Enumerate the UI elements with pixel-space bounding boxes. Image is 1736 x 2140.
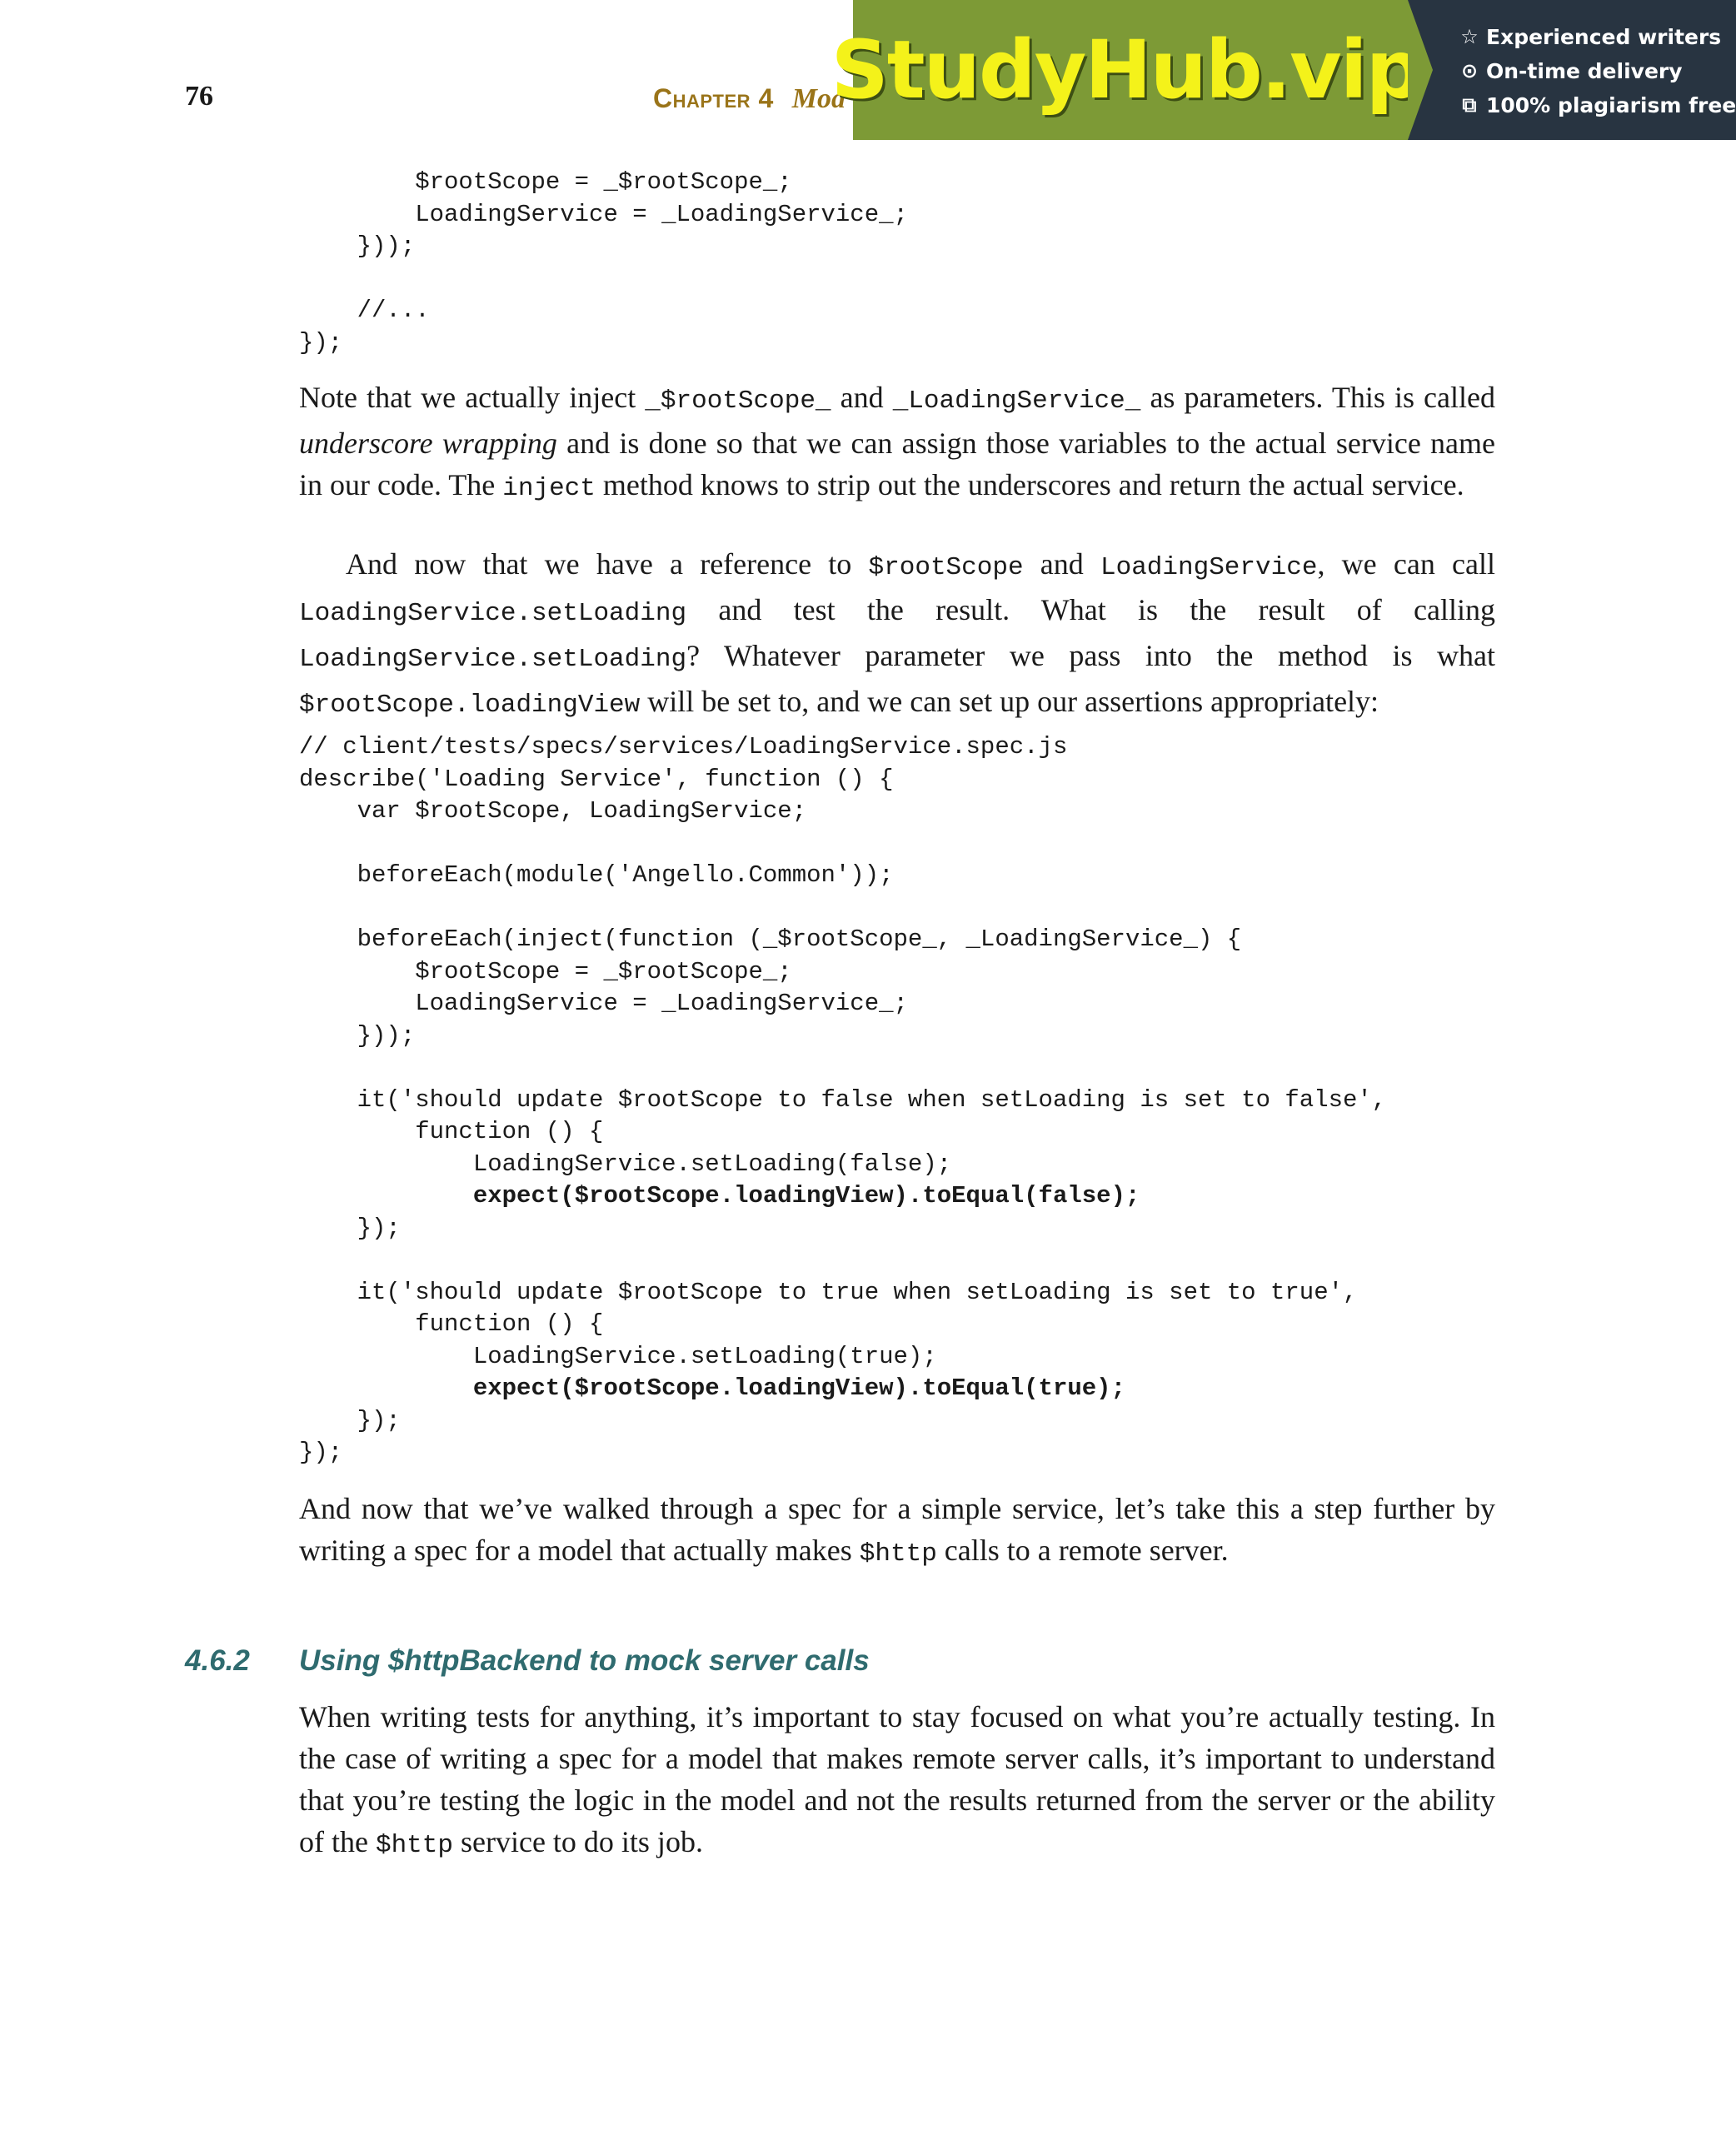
brand-panel [831,0,1422,140]
body-paragraph: Note that we actually inject _$rootScope_ and _LoadingService_ as parameters. This is called underscore wrapping and is done so that we can assign those variables to the actual service name in our code. The inject method knows to strip out the underscores and return the actual service. [299,381,1496,503]
watermark-banner[interactable] [831,0,1736,140]
running-head [653,78,846,120]
code-line: }); [299,1214,401,1242]
code-line: it('should update $rootScope to false when setLoading is set to false', [299,1085,1387,1114]
inline-code: LoadingService.setLoading [299,599,687,628]
copy-icon: ⧉ [1462,93,1477,117]
code-line: function () { [299,1310,604,1338]
inline-code: $rootScope [868,553,1024,582]
inline-code: $http [859,1539,937,1569]
body-paragraph: And now that we’ve walked through a spec for a simple service, let’s take this a step further by writing a spec for a model that actually makes $http calls to a remote server. [299,1492,1495,1569]
code-line: $rootScope = _$rootScope_; [299,168,792,196]
code-line: }); [299,1406,401,1434]
feature-item [1458,90,1736,121]
code-line: //... [299,297,430,324]
section-heading [185,1641,870,1681]
paragraph-1 [299,377,1495,510]
code-line: var $rootScope, LoadingService; [299,797,807,825]
code-line: LoadingService.setLoading(false); [299,1150,952,1178]
code-line: }); [299,328,343,357]
chapter-label: Chapter 4 [653,83,774,113]
section-number: 4.6.2 [185,1644,250,1677]
star-icon: ☆ [1460,25,1479,48]
code-line: describe('Loading Service', function () { [299,765,894,793]
inline-code: $rootScope.loadingView [299,691,641,720]
code-line: $rootScope = _$rootScope_; [299,957,792,985]
feature-item [1458,56,1736,87]
body-paragraph: And now that we have a reference to $rootScope and LoadingService, we can call LoadingService.setLoading and test the result. What is the result of calling LoadingService.setLoading? Whatever parameter we pass into the method is what $rootScope.loadingView will be set to, and we can set up our assertions appropriately: [299,547,1495,720]
code-line: it('should update $rootScope to true when setLoading is set to true', [299,1278,1358,1306]
code-listing [299,731,1495,1469]
feature-item [1458,22,1736,52]
paragraph-3 [299,1488,1495,1575]
emphasis: underscore wrapping [299,427,557,460]
feature-text: Experienced writers [1486,25,1722,49]
code-line: })); [299,232,416,260]
feature-text: On-time delivery [1486,59,1683,83]
inline-code: LoadingService.setLoading [299,645,687,674]
brand-logo: StudyHub.vip [831,23,1422,117]
code-block-1 [299,167,1495,359]
code-line: // client/tests/specs/services/LoadingService.spec.js [299,733,1068,761]
code-line: expect($rootScope.loadingView).toEqual(true); [472,1374,1125,1402]
code-line: beforeEach(inject(function (_$rootScope_, _LoadingService_) { [299,925,1242,953]
inline-code: inject [502,474,596,503]
body-paragraph: When writing tests for anything, it’s important to stay focused on what you’re actually testing. In the case of writing a spec for a model that makes remote server calls, it’s important to understand that you’re testing the logic in the model and not the results returned from the server or the ability of the $http service to do its job. [299,1700,1495,1860]
code-line: LoadingService = _LoadingService_; [299,200,908,228]
code-listing [299,167,1495,359]
inline-code: _LoadingService_ [892,387,1141,416]
code-line: expect($rootScope.loadingView).toEqual(false); [472,1182,1140,1210]
chapter-title: Mod [791,83,846,114]
paragraph-2 [299,543,1495,726]
clock-icon: ⊙ [1460,59,1479,82]
inline-code: $http [375,1831,453,1860]
feature-text: 100% plagiarism free [1486,93,1736,117]
inline-code: LoadingService [1100,553,1318,582]
code-line: }); [299,1439,343,1466]
code-block-2 [299,731,1495,1469]
inline-code: _$rootScope_ [645,387,831,416]
code-line: LoadingService = _LoadingService_; [299,990,908,1017]
code-line: LoadingService.setLoading(true); [299,1342,937,1370]
paragraph-4 [299,1696,1495,1867]
code-line: })); [299,1021,416,1050]
page-number: 76 [185,81,213,112]
code-line: beforeEach(module('Angello.Common')); [299,861,894,889]
section-title: Using $httpBackend to mock server calls [299,1644,870,1677]
code-line: function () { [299,1118,604,1145]
feature-list [1408,0,1736,140]
